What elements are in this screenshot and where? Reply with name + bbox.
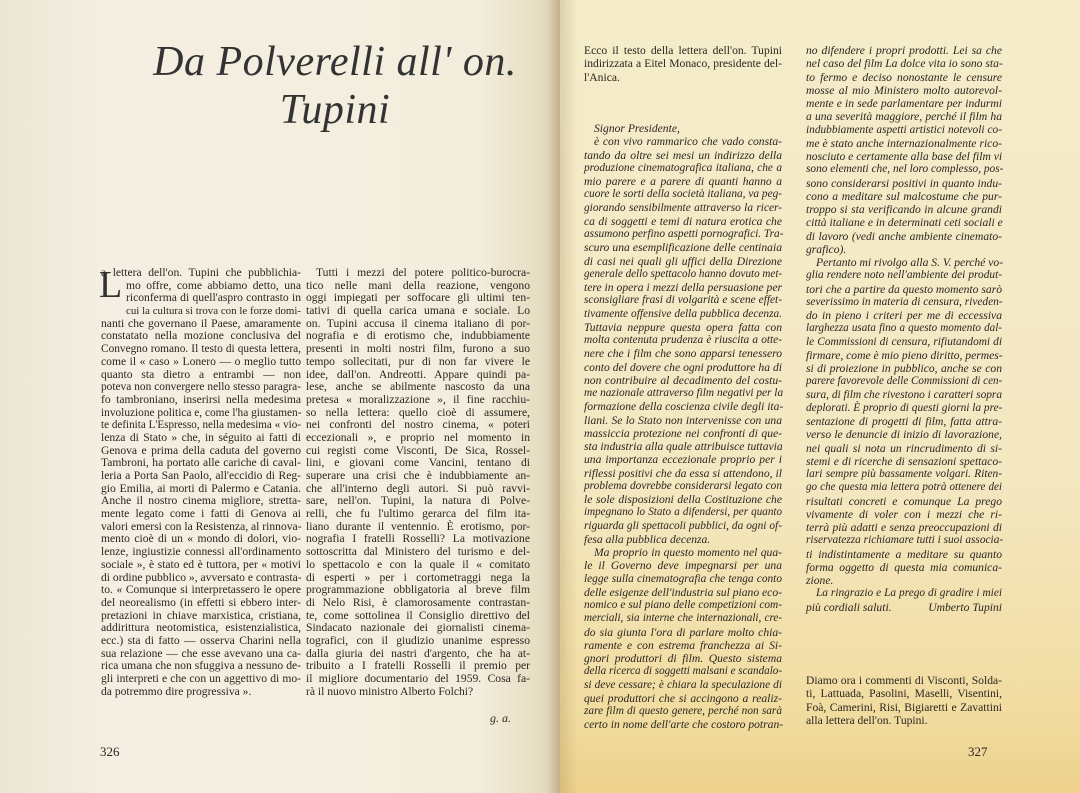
column-1 — [99, 264, 302, 698]
text-line: indubbiamente aspetti artistici notevoli co- — [806, 123, 1002, 136]
text-line: severissimo in materia di censura, riveden- — [806, 295, 1003, 308]
text-line: fo tambroniano, inserirsi nella medesima — [101, 392, 301, 406]
text-line: sua relazione — che esse avevano una ca- — [101, 646, 301, 660]
text-line: lese, anche se abilmente nascosto da una — [306, 380, 530, 394]
page-gutter — [548, 0, 578, 793]
text-line: oggi impiegati per soffocare gli ultimi ten- — [306, 291, 530, 305]
text-line: delle esigenze dell'industria sul piano eco- — [584, 585, 782, 599]
text-line: cui registi come Visconti, De Sica, Rossel- — [306, 443, 530, 457]
text-line: sura, di film che rivestono i caratteri sopra — [806, 388, 1002, 401]
column-3-letter — [584, 122, 782, 732]
text-line: formazione della coscienza civile degli ita- — [584, 400, 784, 414]
text-line: del neorealismo (in effetti si ebbero inter- — [101, 595, 301, 609]
text-line: l'Anica. — [584, 70, 620, 84]
text-line: a lettera dell'on. Tupini che pubblichia- — [101, 266, 301, 279]
text-line: forma oggetto di questa mia comunica- — [806, 560, 1002, 574]
text-line: Foà, Camerini, Risi, Bigiaretti e Zavattini — [806, 700, 1002, 714]
text-line: tativi di quella carica umana e sociale. Lo — [306, 304, 530, 318]
text-line: larghezza usata fino a questo momento dal- — [806, 322, 1002, 335]
text-line: sentazione di progetti di film, fatta attra- — [806, 415, 1002, 428]
text-line: parere favorevole delle Commissioni di cen- — [806, 375, 1003, 388]
text-line: pretesa « moralizzazione », il fine racchiu- — [306, 392, 530, 406]
text-line: risultati concreti e comunque La prego — [806, 494, 1002, 508]
text-line: di esperti » per i cortometraggi nega la — [306, 570, 530, 584]
text-line: no difendere i propri prodotti. Lei sa che — [806, 44, 1002, 57]
text-line: relli, che fu l'ultimo gerarca del film ita- — [306, 507, 530, 521]
text-line: Pertanto mi rivolgo alla S. V. perché vo- — [816, 256, 1004, 269]
text-line: quei produttori che si accingono a realiz- — [584, 691, 782, 705]
text-line: alla lettera dell'on. Tupini. — [806, 713, 928, 727]
column-2 — [306, 267, 530, 698]
text-line: rà il nuovo ministro Alberto Folchi? — [306, 684, 474, 698]
text-line: me nazionale attraverso film negativi per la — [584, 387, 784, 399]
text-line: Genova e prima della caduta del governo — [101, 443, 301, 457]
text-line: riservatezza richiamare tutti i suoi associa- — [806, 534, 1004, 547]
text-line: programmazione obbligatoria al breve film — [306, 583, 530, 597]
text-line: quanto sta dietro a entrambi — non — [101, 367, 301, 381]
text-line: go che questa mia lettera potrà ottenere dei — [806, 481, 1002, 494]
text-line: generale dello spettacolo hanno dovuto met- — [584, 267, 783, 280]
text-line: terrà più adatti e senza preoccupazioni di — [806, 521, 1002, 534]
text-line: sono considerarsi positivi in quanto indu- — [806, 176, 1002, 190]
text-line: nanti che governano il Paese, amaramente — [101, 316, 301, 330]
text-line: impegnano lo Stato a difendersi, per quanto — [584, 506, 782, 519]
text-line: mente e in sede parlamentare per indurmi — [806, 97, 1002, 110]
text-line: tico nelle mani della reazione, vengono — [306, 278, 530, 292]
text-line: problema dovrebbe considerarsi legato con — [584, 479, 782, 492]
text-line: Tutti i mezzi del potere politico-burocra- — [316, 266, 530, 279]
text-line: Anche il nostro cinema migliore, stretta- — [101, 494, 301, 508]
text-line: lo spettacolo e con la quale il « comitato — [306, 557, 530, 571]
article-title: Da Polverelli all' on. Tupini — [153, 39, 517, 133]
text-line: zare film di questo genere, perché non sarà — [584, 705, 782, 717]
column-4-letter — [806, 44, 1002, 614]
text-line: ti, Lattuada, Pasolini, Maselli, Visentini, — [806, 687, 1002, 701]
text-line: to. « Comunque si interpretassero le opere — [101, 583, 301, 597]
text-line: on. Tupini accusa il cinema italiano di por- — [306, 316, 530, 330]
text-line: di Nelo Risi, è clamorosamente contrastan- — [306, 595, 530, 609]
text-line: firmare, come è mio pieno diritto, permes- — [806, 348, 1003, 362]
text-line: ca di soggetti e temi di natura erotica che — [584, 214, 782, 228]
page-number-right: 327 — [968, 744, 988, 759]
text-line: sta industria alla quale attribuisce tuttavia — [584, 440, 783, 453]
text-line: a una severità maggiore, perché il film ha — [806, 110, 1002, 124]
text-line: tando da oltre sei mesi un indirizzo della — [584, 148, 782, 162]
text-line: Diamo ora i commenti di Visconti, Solda- — [806, 674, 1002, 687]
text-line: gnori produttori di film. Questo sistema — [584, 652, 782, 665]
text-line: di casi nei quali gli uffici della Direzione — [584, 254, 782, 268]
text-line: do in pieno i criteri per me di eccessiva — [806, 309, 1002, 322]
text-line: verso le denuncie di inizio di lavorazione, — [806, 428, 1002, 442]
text-line: il migliore documentario del 1959. Cosa fa- — [306, 672, 530, 685]
closing-note — [806, 674, 1002, 727]
text-line: stemi e di ricerche di sensazioni spettaco- — [806, 454, 1002, 468]
text-line: Sindacato nazionale dei giornalisti cinema- — [306, 621, 530, 635]
text-line: nei quali si nota un rincrudimento di si- — [806, 441, 1002, 455]
text-line: liani. Se lo Stato non intervenisse con una — [584, 413, 782, 427]
drop-cap: L — [99, 264, 123, 306]
text-line: La ringrazio e La prego di gradire i miei — [816, 587, 1002, 600]
text-line: è con vivo rammarico che vado consta- — [594, 135, 782, 149]
text-line: scuro una esemplificazione delle centinaia — [584, 241, 782, 255]
text-line: molta contenuta prudenza è riuscita a otte- — [584, 334, 782, 346]
text-line: pretazioni in chiave marxistica, cristiana, — [101, 608, 301, 622]
text-line: massiccia protezione nei confronti di que- — [584, 426, 782, 440]
text-line: dalla giuria dei nastri d'argento, che ha at- — [306, 646, 530, 660]
text-line: sare, nell'on. Tupini, la natura di Polve- — [306, 494, 530, 508]
text-line: nei confronti del nostro cinema, « poteri — [306, 418, 530, 432]
text-line: tografici, con il giudizio unanime espresso — [306, 633, 530, 647]
text-line: sono elementi che, nel loro complesso, pos- — [806, 163, 1004, 176]
text-line: to fermo e deciso nonostante le censure — [806, 70, 1002, 84]
text-line: nosciuto e certamente alla base del film vi — [806, 150, 1003, 163]
text-line: constatato nella mozione conclusiva del — [101, 329, 301, 343]
text-line: sociale », è stato ed è tuttora, per « motivi — [101, 557, 301, 571]
text-line: fesa alla pubblica decenza. — [584, 532, 711, 546]
text-line: lenze, ingiustizie connessi all'ordinamento — [101, 545, 301, 559]
text-line: mento cioè di un « mondo di dolori, vio- — [101, 532, 301, 546]
text-line: sconsigliare frasi di volgarità e scene effet- — [584, 294, 782, 307]
text-line: città italiane e in determinati ceti sociali e — [806, 216, 1003, 230]
text-line: tempo sollecitati, pur di non far vivere le — [306, 354, 530, 368]
text-line: lini, e giovani come Vancini, tentano di — [306, 456, 530, 470]
text-line: liano durante il ventennio. È erotismo, por- — [306, 519, 530, 533]
text-line: valori emersi con la Resistenza, al rinnova- — [101, 519, 302, 533]
text-line: mosse al mio Ministero molto autorevol- — [806, 83, 1002, 97]
text-line: lari sempre più bassamente volgari. Riten- — [806, 468, 1002, 480]
page-number-left: 326 — [100, 744, 120, 759]
text-line: eccezionali », e proprio nel momento in — [306, 430, 530, 444]
text-line: una importanza eccezionale proprio per i — [584, 453, 782, 467]
text-line: me è stato anche internazionalmente rico- — [806, 136, 1002, 150]
text-line: nografia I fratelli Rosselli? La motivazione — [306, 532, 530, 546]
text-line: ecc.) sta di fatto — osserva Charini nella — [101, 633, 301, 647]
text-line: troppo si sta verificando in alcune grandi — [806, 203, 1002, 216]
text-line: gio Emilia, ai morti di Palermo e Catania. — [101, 481, 301, 495]
text-line: non contribuire al decadimento del costu- — [584, 373, 782, 387]
text-line: indirizzata a Eitel Monaco, presidente del- — [584, 57, 782, 71]
text-line: conto del dovere che ogni produttore ha di — [584, 360, 782, 374]
text-line: ramente e con estrema franchezza ai Si- — [584, 638, 782, 652]
text-line: ti indistintamente a meditare su quanto — [806, 547, 1002, 561]
text-line: nel caso del film La dolce vita io sono sta- — [806, 57, 1003, 71]
text-line: mente legato come i fatti di Genova ai — [101, 507, 301, 521]
text-line: grafico). — [806, 242, 847, 256]
text-line: so nella lettera: quello cioè di assumere, — [306, 405, 530, 419]
text-line: riconferma di quell'aspro contrasto in — [126, 291, 301, 305]
text-line: zione. — [806, 574, 834, 587]
text-line: nografia e di erotismo che, indubbiamente — [306, 329, 530, 343]
text-line: te, come sottolinea il Consiglio direttivo del — [306, 608, 530, 622]
text-line: addirittura neotomistica, esistenzialistica, — [101, 621, 301, 635]
text-line: sottoscritta dal Ministero del turismo e del- — [306, 545, 530, 559]
text-line: gli interpreti e che con un aggettivo di mo- — [101, 672, 301, 685]
text-line: cuore le sorti della società italiana, va peg- — [584, 188, 783, 201]
text-line: da potremmo dire progressiva ». — [101, 684, 252, 698]
text-line: della ricerca di soggetti malsani e scandalo- — [584, 665, 783, 678]
text-line: di lavoro (vedi anche ambiente cinemato- — [806, 229, 1002, 243]
text-line: tere in opera i mezzi della persuasione per — [584, 281, 782, 294]
text-line: Ecco il testo della lettera dell'on. Tupini — [584, 44, 782, 57]
text-line: riflessi positivi che da essa si attendono, il — [584, 466, 782, 480]
text-line: cono a meditare sul malcostume che pur- — [806, 189, 1002, 203]
text-line: leria a Porta San Paolo, all'eccidio di Reg- — [101, 469, 301, 482]
text-line: involuzione politica e, come l'ha giustamen- — [101, 406, 302, 419]
text-line: di ordine pubblico », avversato e contrasta- — [101, 570, 302, 584]
text-line: merciali, sia interne che internazionali, cre- — [584, 612, 782, 625]
text-line: giorando sensibilmente attraverso la ricer- — [584, 201, 782, 214]
text-line: te definita L'Espresso, nella medesima « vio- — [101, 419, 301, 432]
letter-introduction — [584, 44, 782, 84]
text-line: legge sulla cinematografia che tenga conto — [584, 572, 782, 585]
text-line: nere che i film che sono apparsi tenessero — [584, 347, 782, 361]
text-line: rica umana che non sfuggiva a nessuno de- — [101, 659, 301, 673]
text-line: come il « caso » Lonero — o meglio tutto — [101, 354, 301, 368]
text-line: più cordiali saluti. Umberto Tupini — [806, 600, 1002, 614]
text-line: glia rendere noto nell'ambiente dei produt- — [806, 269, 1002, 282]
text-line: vivamente di voler con i mezzi che ri- — [806, 507, 1002, 521]
text-line: assumono perfino aspetti pornografici. Tra- — [584, 228, 784, 240]
text-line: presenti in molti nostri film, furono a suo — [306, 342, 530, 356]
text-line: produzione cinematografica italiana, che a — [584, 161, 782, 174]
text-line: cui la cultura si trova con le forze domi- — [126, 305, 301, 318]
text-line: mio parere e a parere di quanti hanno a — [584, 175, 782, 188]
text-line: le Commissioni di censura, rifiutandomi di — [806, 335, 1002, 348]
text-line: Tambroni, ha portato alle cariche di caval- — [101, 456, 301, 470]
text-line: certo in nome dell'arte che costoro potran- — [584, 718, 784, 732]
letter-signature: Umberto Tupini — [928, 600, 1002, 614]
text-line: le sole disposizioni della Costituzione che — [584, 493, 782, 506]
text-line: tribuito a I fratelli Rosselli il premio per — [306, 659, 530, 673]
text-line: che all'interno degli autori. Si può ravvi- — [306, 481, 530, 495]
text-line: Signor Presidente, — [594, 122, 680, 135]
text-line: Ma proprio in questo momento nel qua- — [594, 546, 782, 559]
text-line: Tuttavia neppure questa opera fatta con — [584, 320, 782, 334]
text-line: deplorati. È proprio di questi giorni la pre- — [806, 401, 1003, 414]
text-line: Convegno romano. Il testo di questa lettera, — [101, 343, 301, 356]
text-line: le il Governo deve impegnarsi per una — [584, 559, 782, 573]
text-line: do sia giunta l'ora di parlare molto chia- — [584, 625, 782, 639]
author-initials: g. a. — [490, 711, 511, 725]
text-line: si deve cessare; è chiara la speculazione di — [584, 678, 782, 691]
text-line: lenza di Stato » che, in séguito ai fatti di — [101, 430, 301, 444]
text-line: tivamente offensive della pubblica decenza. — [584, 307, 782, 320]
text-line: poteva non convergere nello stesso paragra- — [101, 381, 301, 394]
text-line: riguarda gli spettacoli pubblici, da ogni of- — [584, 519, 782, 532]
text-line: idee, dall'on. Andreotti. Appare quindi pa- — [306, 367, 530, 381]
text-line: mo offre, come abbiamo detto, una — [126, 278, 301, 292]
text-line: tori che a partire da questo momento sarò — [806, 282, 1002, 296]
text-line: si di proiezione in pubblico, anche se con — [806, 362, 1002, 375]
text-line: nomico e sul piano delle competizioni com- — [584, 599, 782, 611]
text-line: superare una crisi che è indubbiamente an- — [306, 469, 530, 482]
